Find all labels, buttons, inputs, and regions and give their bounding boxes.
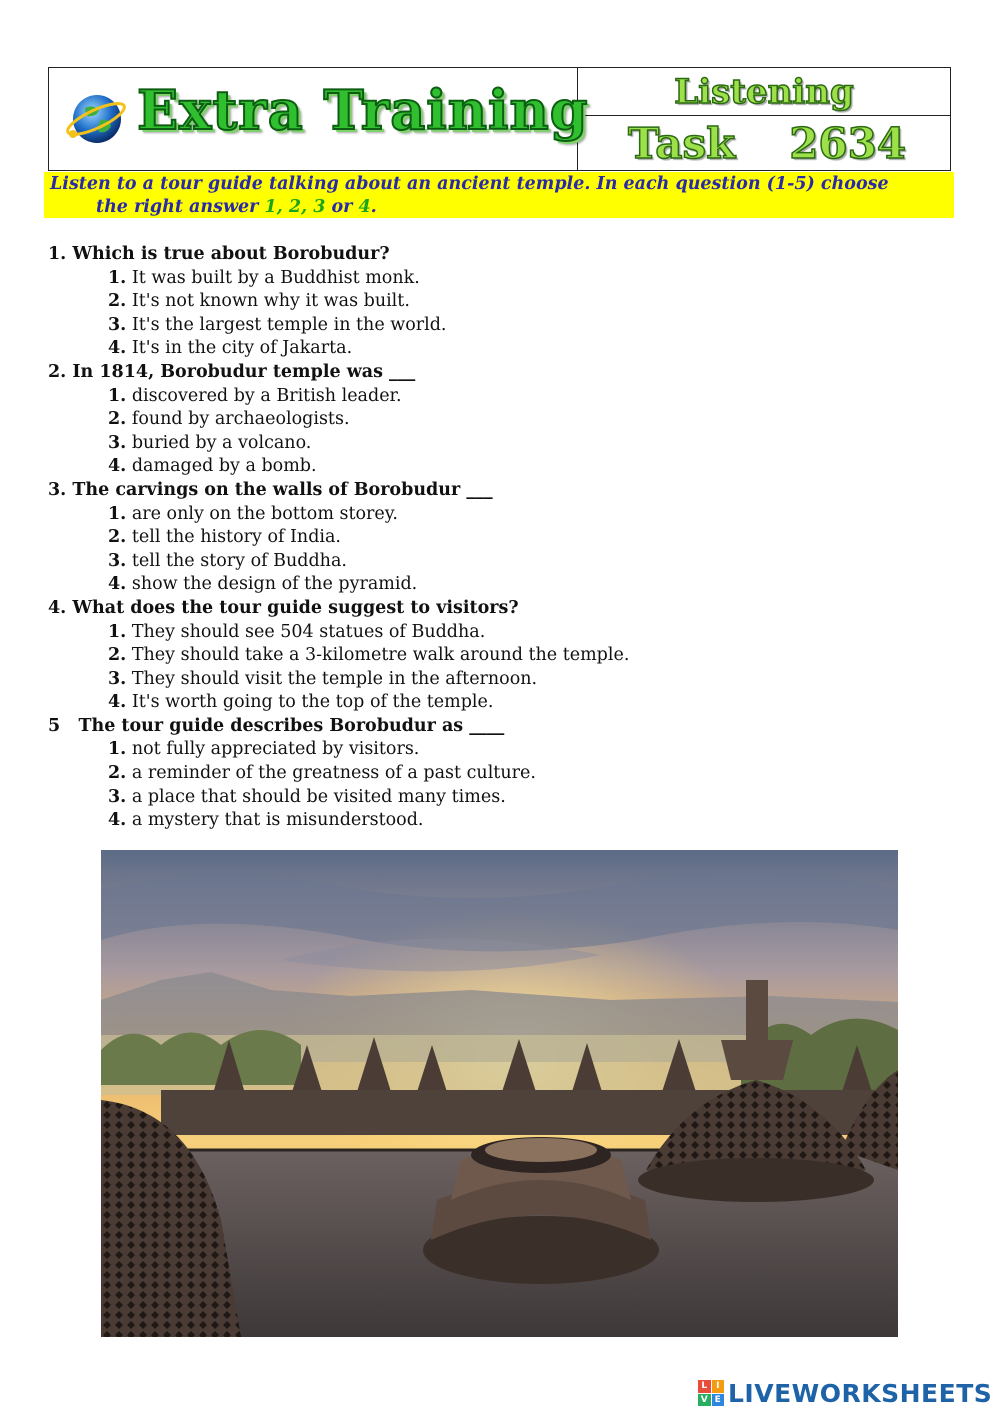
badge-letter: E [712, 1394, 725, 1407]
option-text: tell the story of Buddha. [126, 550, 347, 571]
option-number: 2. [108, 763, 127, 784]
option-text: They should visit the temple in the afternoon. [126, 668, 538, 689]
option-number: 1. [108, 621, 127, 642]
instruction-option-4: 4 [358, 197, 371, 217]
option-number: 3. [108, 786, 127, 807]
option-text: They should see 504 statues of Buddha. [126, 621, 486, 642]
task-label: Task [628, 118, 736, 168]
answer-option[interactable] [48, 691, 948, 715]
answer-option[interactable] [48, 408, 948, 432]
badge-letter: V [698, 1394, 711, 1407]
answer-option[interactable] [48, 738, 948, 762]
option-number: 3. [108, 668, 127, 689]
option-text: found by archaeologists. [126, 409, 350, 430]
question-title: 1. Which is true about Borobudur? [48, 244, 390, 264]
option-number: 2. [108, 409, 127, 430]
option-number: 3. [108, 314, 127, 335]
liveworksheets-logo [698, 1378, 992, 1408]
answer-option[interactable] [48, 337, 948, 361]
option-text: buried by a volcano. [126, 432, 312, 453]
answer-option[interactable] [48, 573, 948, 597]
instructions-line-1: Listen to a tour guide talking about an ancient temple. In each question (1-5) choose [50, 174, 889, 194]
option-text: It's not known why it was built. [126, 291, 410, 312]
instruction-end: . [370, 197, 377, 217]
answer-option[interactable] [48, 668, 948, 692]
borobudur-sunrise-image [101, 850, 898, 1337]
answer-option[interactable] [48, 621, 948, 645]
option-text: a mystery that is misunderstood. [126, 810, 424, 831]
answer-option[interactable] [48, 786, 948, 810]
option-text: It's worth going to the top of the temple. [126, 692, 494, 713]
question-title: 5 The tour guide describes Borobudur as ____ [48, 715, 505, 736]
option-number: 1. [108, 739, 127, 760]
option-text: a place that should be visited many times. [126, 786, 506, 807]
live-badge-icon [698, 1380, 724, 1406]
answer-option[interactable] [48, 503, 948, 527]
instruction-sep-2: , [301, 197, 314, 217]
answer-option[interactable] [48, 455, 948, 479]
instructions-banner [44, 172, 954, 218]
option-text: discovered by a British leader. [126, 385, 402, 406]
option-number: 1. [108, 385, 127, 406]
option-number: 1. [108, 503, 127, 524]
answer-option[interactable] [48, 644, 948, 668]
section-label-cell [578, 68, 950, 116]
answer-option[interactable] [48, 550, 948, 574]
instructions-line-2 [50, 196, 948, 219]
question-list [48, 243, 948, 833]
answer-option[interactable] [48, 432, 948, 456]
option-number: 4. [108, 692, 127, 713]
option-text: It was built by a Buddhist monk. [126, 267, 420, 288]
option-number: 3. [108, 550, 127, 571]
question-title: 3. The carvings on the walls of Borobudur ___ [48, 479, 493, 500]
section-label: Listening [674, 71, 854, 112]
brand-cell [49, 68, 589, 170]
answer-option[interactable] [48, 290, 948, 314]
answer-option[interactable] [48, 809, 948, 833]
option-number: 4. [108, 574, 127, 595]
answer-option[interactable] [48, 314, 948, 338]
answer-option[interactable] [48, 526, 948, 550]
liveworksheets-wordmark: LIVEWORKSHEETS [728, 1378, 993, 1408]
option-text: damaged by a bomb. [126, 456, 317, 477]
temple-photo [101, 850, 898, 1337]
task-number: 2634 [789, 118, 907, 168]
instruction-option-2: 2 [288, 197, 302, 217]
option-text: show the design of the pyramid. [126, 574, 418, 595]
option-text: It's the largest temple in the world. [126, 314, 447, 335]
option-text: a reminder of the greatness of a past culture. [126, 763, 536, 784]
option-number: 2. [108, 645, 127, 666]
instruction-option-3: 3 [313, 197, 326, 217]
answer-option[interactable] [48, 762, 948, 786]
answer-option[interactable] [48, 385, 948, 409]
option-number: 1. [108, 267, 127, 288]
badge-letter: I [712, 1380, 725, 1393]
option-number: 4. [108, 810, 127, 831]
instruction-option-1: 1 [264, 197, 277, 217]
question-title: 4. What does the tour guide suggest to visitors? [48, 597, 519, 618]
option-text: It's in the city of Jakarta. [126, 338, 353, 359]
badge-letter: L [698, 1380, 711, 1393]
task-cell [578, 68, 950, 170]
option-text: They should take a 3-kilometre walk around the temple. [126, 645, 630, 666]
brand-title: Extra Training [137, 78, 589, 142]
globe-icon [63, 86, 129, 152]
question-title: 2. In 1814, Borobudur temple was ___ [48, 361, 416, 382]
option-number: 2. [108, 291, 127, 312]
instruction-or: or [325, 197, 359, 217]
instructions-text: the right answer [96, 197, 265, 217]
option-text: are only on the bottom storey. [126, 503, 398, 524]
worksheet-header [48, 67, 951, 171]
option-text: tell the history of India. [126, 527, 341, 548]
option-number: 4. [108, 338, 127, 359]
task-number-cell [578, 116, 950, 170]
option-number: 2. [108, 527, 127, 548]
answer-option[interactable] [48, 267, 948, 291]
option-number: 3. [108, 432, 127, 453]
option-number: 4. [108, 456, 127, 477]
option-text: not fully appreciated by visitors. [126, 739, 420, 760]
instruction-sep-1: , [276, 197, 289, 217]
